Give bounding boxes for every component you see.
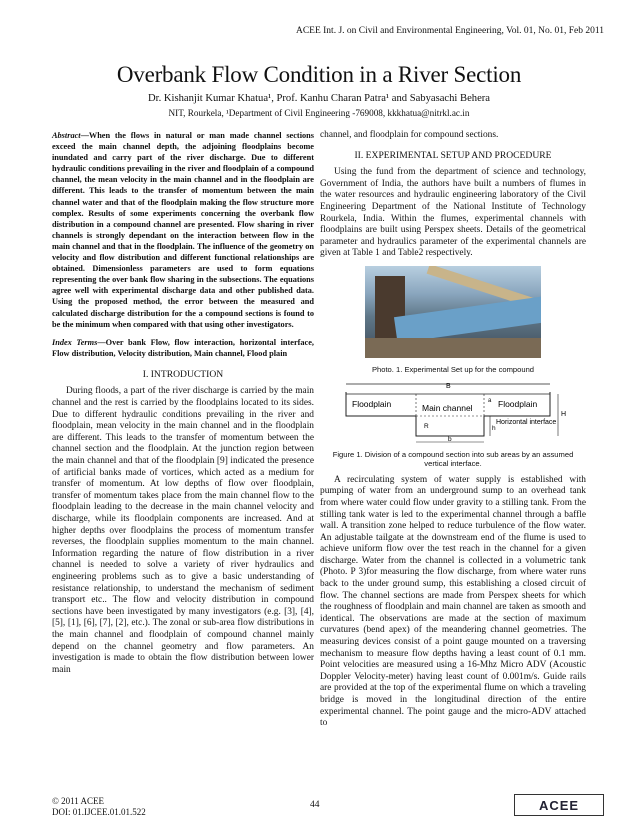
section-heading-introduction: I. INTRODUCTION — [142, 368, 224, 380]
paper-title: Overbank Flow Condition in a River Section — [116, 62, 522, 87]
compound-channel-figure — [338, 380, 568, 446]
figure-label-H: H — [561, 410, 567, 418]
acee-logo: ACEE — [514, 794, 604, 816]
figure-label-main-channel: Main channel — [422, 402, 473, 413]
figure-label-a: a — [488, 397, 492, 404]
experimental-paragraph-2: A recirculating system of water supply is established with pumping of water from an underground sump to an overhead tank from where water could flow under gravity to a stilling tank. From the stilling tank water is led to the experimental channel through a baffle wall. A transition zone helped to reduce turbulence of the flow water. An adjustable tailgate at the downstream end of the flume is used to achieve uniform flow over the test reach in the channel for a given discharge. Water from the channel is collected in a volumetric tank (Photo. P 3)for measuring the flow discharge, from where water runs back to the under ground sump, this establishing a closed circuit of flow. The channel sections are made from Perspex sheets for which the roughness of floodplain and main channel are taken as smooth and identical. The observations are made at the section of maximum curvatures (bend apex) of the meandering channel geometries. The measuring devices consist of a point gauge mounted on a traversing mechanism to measure flow depths having a least count of 0.1 mm. Point velocities are measured using a 16-Mhz Micro ADV (Acoustic Doppler Velocity-meter) having least count of 0.001m/s. Guide rails are provided at the top of the experimental flume on which a traveling bridge is moved in the longitudinal direction of the entire experimental channel. The point gauge and the micro-ADV attached to — [320, 474, 586, 729]
photo-caption: Photo. 1. Experimental Set up for the compound — [371, 364, 535, 374]
index-terms-text: —Over bank Flow, flow interaction, horizontal interface, Flow distribution, Velocity distribution, Main channel, Flood plain — [52, 337, 314, 358]
abstract — [52, 130, 314, 330]
index-terms-label: Index Terms — [52, 337, 98, 347]
figure-label-b: b — [448, 435, 452, 443]
page-number: 44 — [310, 800, 320, 810]
figure-label-R: R — [424, 422, 429, 430]
affiliation: NIT, Rourkela, ¹Department of Civil Engineering -769008, kkkhatua@nitrkl.ac.in — [168, 108, 470, 118]
left-column — [52, 130, 314, 676]
index-terms — [52, 337, 314, 359]
figure-label-floodplain-left: Floodplain — [352, 398, 392, 409]
continued-text: channel, and floodplain for compound sections. — [320, 130, 499, 140]
photo-flume-shape — [394, 295, 541, 343]
figure-caption: Figure 1. Division of a compound section into sub areas by an assumed vertical interface. — [332, 449, 574, 469]
section-heading-experimental: II. EXPERIMENTAL SETUP AND PROCEDURE — [354, 149, 552, 161]
figure-label-h: h — [492, 424, 496, 432]
authors: Dr. Kishanjit Kumar Khatua¹, Prof. Kanhu Charan Patra¹ and Sabyasachi Behera — [147, 93, 491, 104]
abstract-label: Abstract — [52, 131, 81, 140]
abstract-text: —When the flows in natural or man made channel sections exceed the main channel depth, the adjoining floodplains become inundated and carry part of the river discharge. Due to different hydraulic conditions prevailing in the river and floodplain of a compound channel, the mean velocity in the main channel and in the floodplain are different. This leads to the transfer of momentum between the main channel water and that of the floodplain making the flow structure more complex. Results of some experiments concerning the overbank flow distribution in a compound channel are presented. Flow sharing in river channels is strongly dependant on the interaction between flow in the main channel and that in the floodplain. The influence of the geometry on velocity and flow distribution and different functional relationships are obtained. Dimensionless parameters are used to form equations representing the over bank flow sharing in the subsections. The equations agree well with experimental discharge data and other published data. Using the proposed method, the error between the measured and calculated discharge distribution for the a compound sections is found to be the minimum when compared with that using other investigators. — [52, 131, 314, 329]
journal-header: ACEE Int. J. on Civil and Environmental Engineering, Vol. 01, No. 01, Feb 2011 — [295, 26, 604, 36]
photo-floor-shape — [365, 338, 541, 358]
footer-doi: DOI: 01.IJCEE.01.01.522 — [52, 806, 146, 817]
right-column — [320, 130, 586, 730]
footer-left — [52, 796, 146, 817]
experimental-paragraph-1: Using the fund from the department of science and technology, Government of India, the authors have built a numbers of flumes in the water resources and hydraulic engineering laboratory of the Civil Engineering Department of the National Institute of Technology Rourkela, India. Within the flumes, experimental channels with floodplains are built using Perspex sheets. Details of the geometrical parameter and hydraulics parameter of the experimental channels are given at Table 1 and Table2 respectively. — [320, 167, 586, 259]
footer-copyright: © 2011 ACEE — [52, 796, 105, 806]
figure-label-interface: Horizontal interface — [496, 418, 557, 426]
figure-label-floodplain-right: Floodplain — [498, 398, 538, 409]
figure-label-B: B — [446, 382, 451, 390]
introduction-paragraph: During floods, a part of the river discharge is carried by the main channel and the rest is carried by the floodplains located to its sides. Due to different hydraulic conditions prevailing in the river and floodplain, mean velocity in the main channel and in the floodplain are different. This leads to the transfer of momentum between the channel section and the floodplain. At the junction region between the main channel and that of the floodplain [9] indicated the presence of artificial banks made of vortices, which acted as a medium for transfer of momentum. At low depths of flow over floodplain, transfer of momentum takes place from the main channel flow to the floodplain leading to the decrease in the main channel velocity and discharge, while its floodplain components are increased. And at higher depths over floodplains the process of momentum transfer reverses, the floodplain supplies momentum to the main channel. Information regarding the nature of flow distribution in a river channel is needed to solve a variety of river hydraulics and engineering problems such as to give a basic understanding of resistance relationship, to understand the mechanism of sediment transport etc.. The flow and velocity distribution in compound sections have been investigated by many investigators (e.g. [3], [4], [5], [1], [6], [7], [2], etc.). The zonal or sub-area flow distributions in the main channel and floodplain of compound channel mainly depend on the channel geometry and flow parameters. An investigation is made to obtain the flow distribution between lower main — [52, 386, 314, 675]
experiment-photo — [365, 266, 541, 358]
